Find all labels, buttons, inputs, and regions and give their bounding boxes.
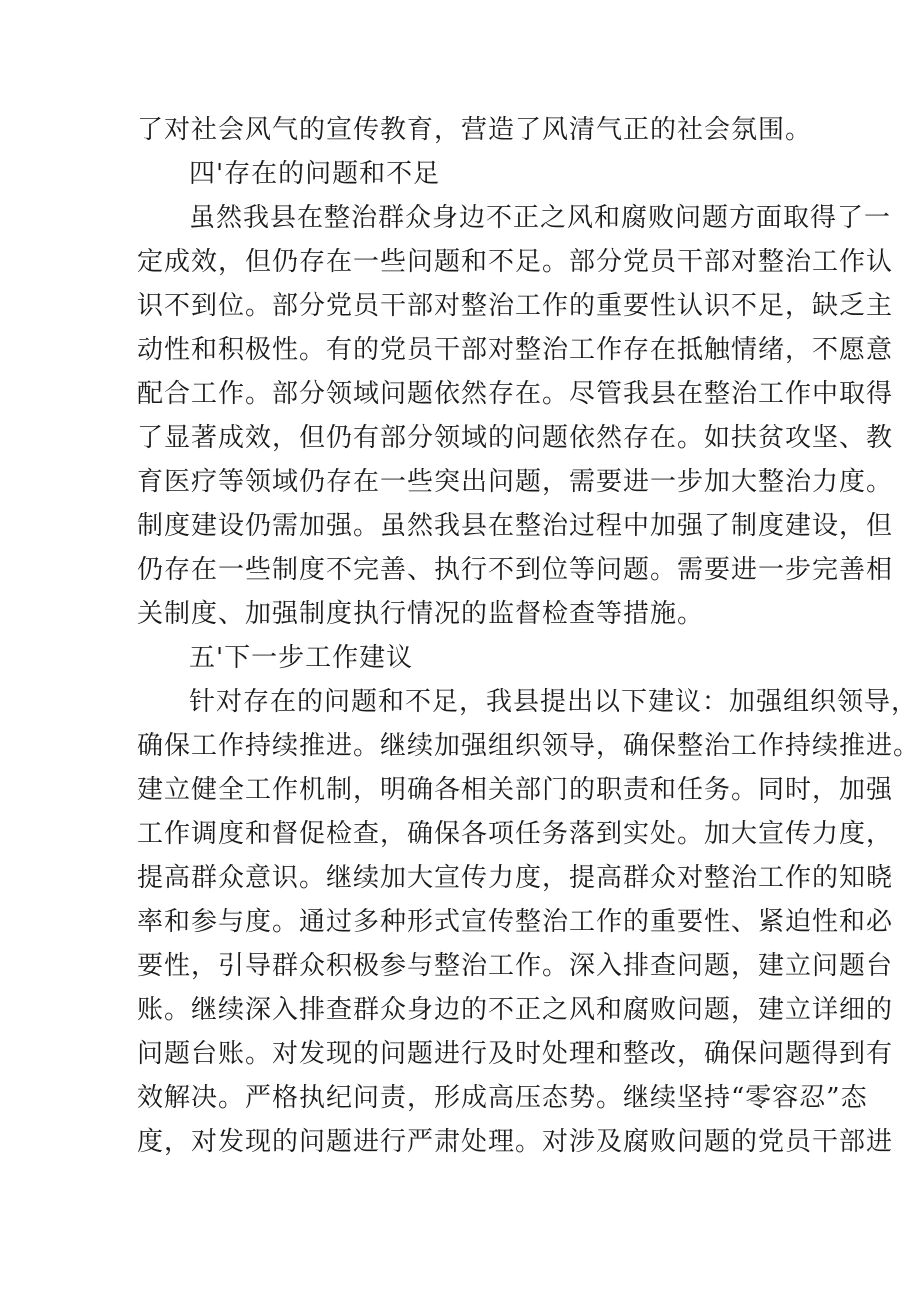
paragraph-line: 关制度、加强制度执行情况的监督检查等措施。 xyxy=(137,599,705,629)
paragraph-line: 虽然我县在整治群众身边不正之风和腐败问题方面取得了一 xyxy=(189,203,892,233)
paragraph-line: 仍存在一些制度不完善、执行不到位等问题。需要进一步完善相 xyxy=(137,555,894,585)
section-heading: 五'下一步工作建议 xyxy=(189,643,414,673)
paragraph-line: 定成效，但仍存在一些问题和不足。部分党员干部对整治工作认 xyxy=(137,247,894,277)
paragraph-line: 要性，引导群众积极参与整治工作。深入排查问题，建立问题台 xyxy=(137,951,894,981)
paragraph-line: 建立健全工作机制，明确各相关部门的职责和任务。同时，加强 xyxy=(137,775,894,805)
paragraph-line: 识不到位。部分党员干部对整治工作的重要性认识不足，缺乏主 xyxy=(137,291,894,321)
paragraph-line: 针对存在的问题和不足，我县提出以下建议：加强组织领导， xyxy=(189,687,919,717)
paragraph-line: 率和参与度。通过多种形式宣传整治工作的重要性、紧迫性和必 xyxy=(137,907,894,937)
document-body xyxy=(137,108,920,1164)
paragraph-line: 效解决。严格执纪问责，形成高压态势。继续坚持“零容忍”态 xyxy=(137,1083,868,1113)
paragraph-line: 了显著成效，但仍有部分领域的问题依然存在。如扶贫攻坚、教 xyxy=(137,423,894,453)
paragraph-line: 账。继续深入排查群众身边的不正之风和腐败问题，建立详细的 xyxy=(137,995,894,1025)
paragraph-line: 了对社会风气的宣传教育，营造了风清气正的社会氛围。 xyxy=(137,115,813,145)
paragraph-line: 工作调度和督促检查，确保各项任务落到实处。加大宣传力度， xyxy=(137,819,894,849)
paragraph-line: 确保工作持续推进。继续加强组织领导，确保整治工作持续推进。 xyxy=(137,731,920,761)
paragraph-line: 制度建设仍需加强。虽然我县在整治过程中加强了制度建设，但 xyxy=(137,511,894,541)
section-heading: 四'存在的问题和不足 xyxy=(189,159,441,189)
paragraph-line: 育医疗等领域仍存在一些突出问题，需要进一步加大整治力度。 xyxy=(137,467,894,497)
paragraph-line: 配合工作。部分领域问题依然存在。尽管我县在整治工作中取得 xyxy=(137,379,894,409)
paragraph-line: 提高群众意识。继续加大宣传力度，提高群众对整治工作的知晓 xyxy=(137,863,894,893)
paragraph-line: 问题台账。对发现的问题进行及时处理和整改，确保问题得到有 xyxy=(137,1039,894,1069)
paragraph-line: 动性和积极性。有的党员干部对整治工作存在抵触情绪，不愿意 xyxy=(137,335,894,365)
paragraph-line: 度，对发现的问题进行严肃处理。对涉及腐败问题的党员干部进 xyxy=(137,1127,894,1157)
